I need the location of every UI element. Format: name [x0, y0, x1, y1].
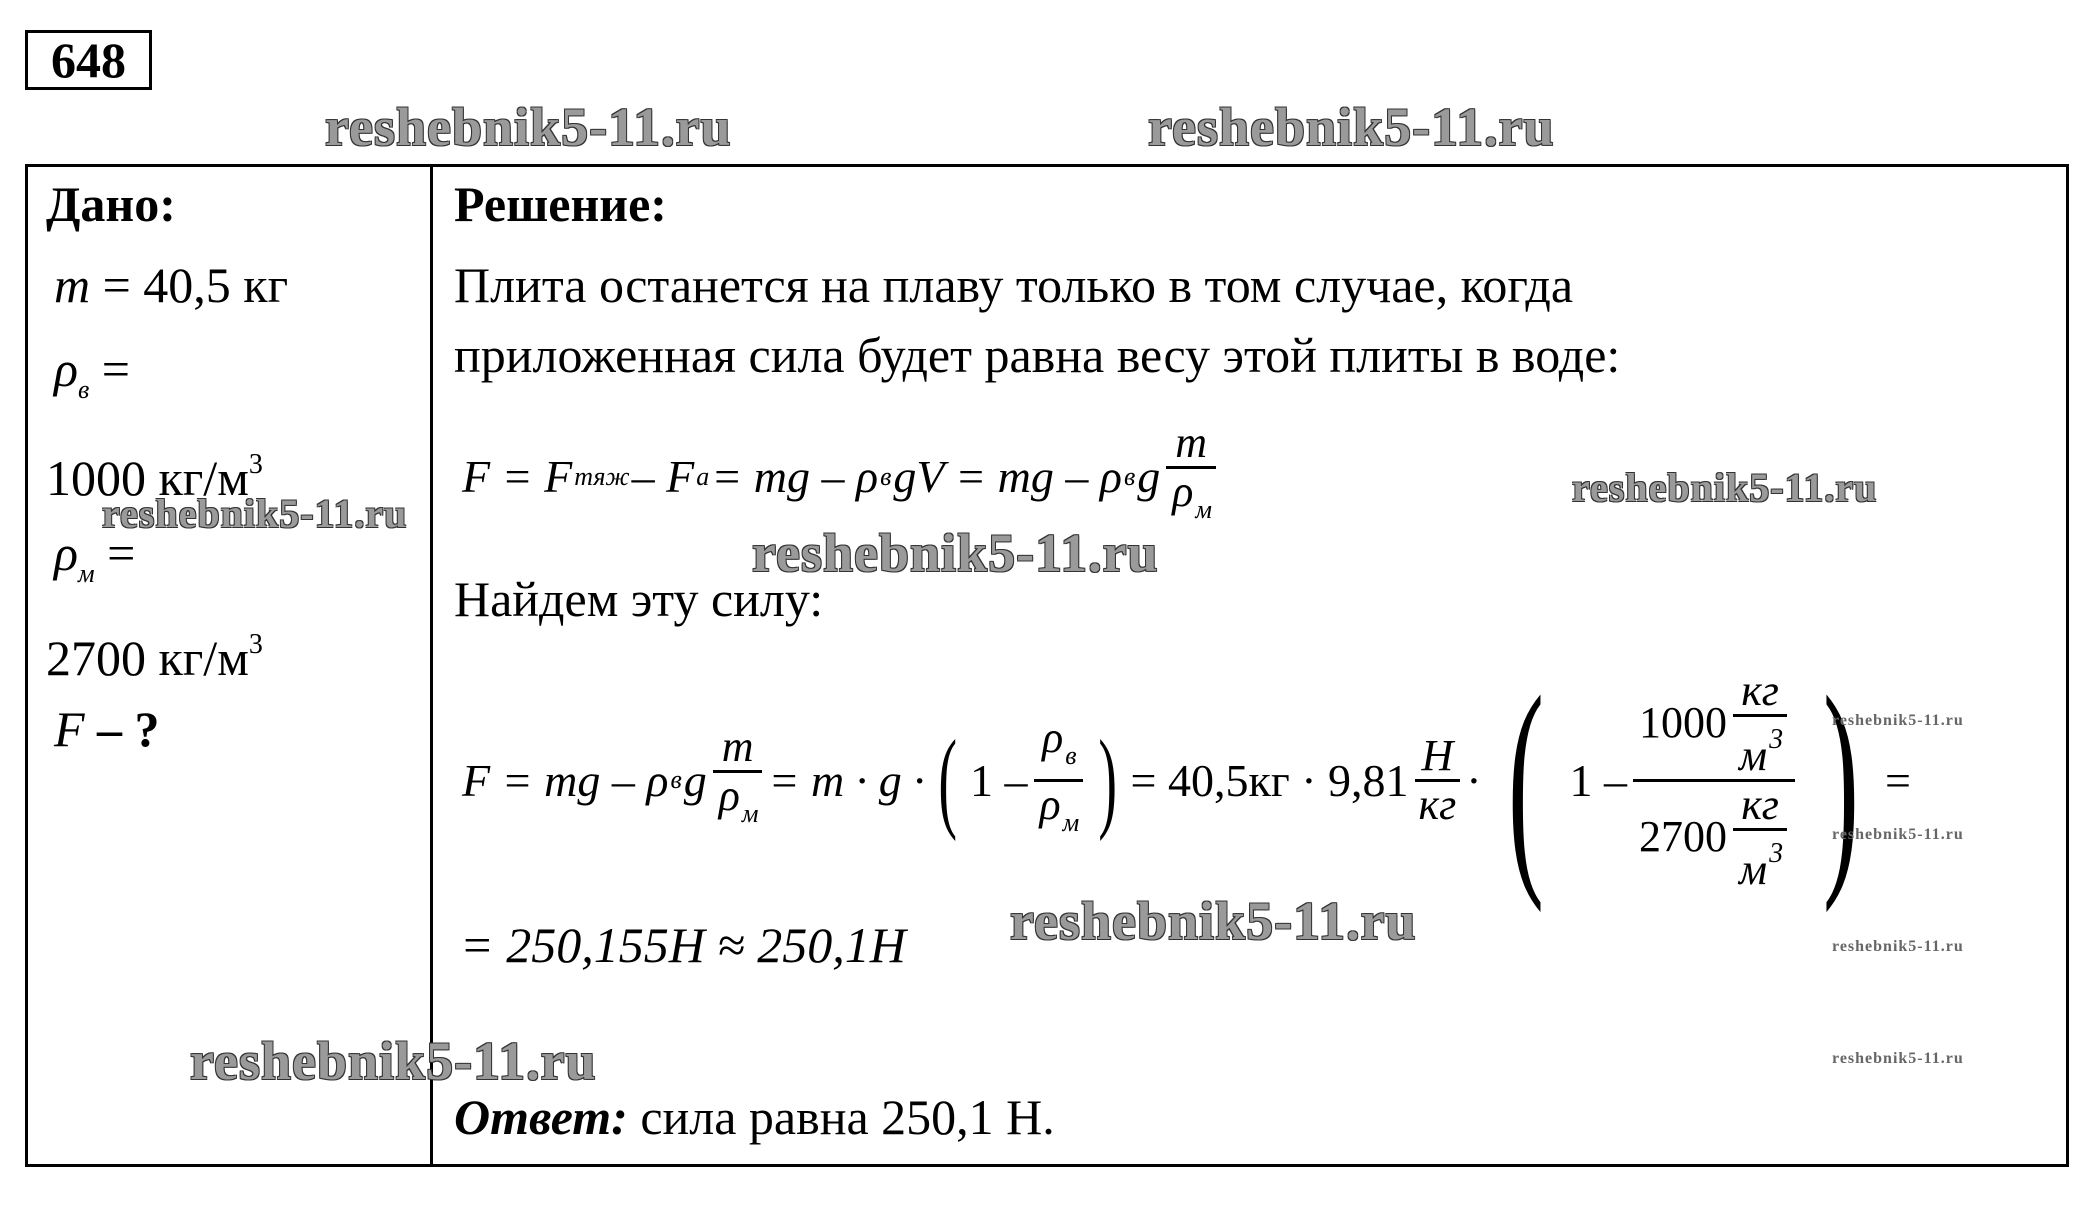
f2-big-fraction: 1000 $\frac{кг}{м^3}$ 2700 $\frac{кг}{м^3}$	[1631, 668, 1797, 893]
f2-unit-fraction: $\frac{Н}{кг}$	[1413, 733, 1463, 828]
solution-text-line2: приложенная сила будет равна весу этой плиты в воде:	[454, 327, 1621, 383]
f2-eq-mg: = m · g ·	[768, 754, 925, 806]
given-mass	[54, 256, 288, 314]
given-find	[54, 700, 160, 758]
formula-2	[460, 647, 1913, 913]
f2-tail: =	[1885, 754, 1911, 806]
big-left-paren: (	[1507, 647, 1544, 913]
formula-1	[460, 420, 1220, 533]
watermark: reshebnik5-11.ru	[1832, 938, 1964, 955]
rho-subscript: в	[78, 375, 90, 404]
answer	[454, 1088, 1055, 1146]
equals-sign: =	[107, 525, 136, 581]
given-marble-density-label	[54, 524, 135, 603]
watermark: reshebnik5-11.ru	[752, 523, 1159, 583]
f1-fraction-den: $\rho_м$	[1166, 466, 1216, 533]
f1-lhs: F = F	[462, 451, 573, 502]
f2-one-minus-2: 1 –	[1569, 754, 1628, 806]
f1-sub-v: в	[880, 461, 892, 491]
f1-fraction	[1164, 420, 1218, 533]
solution-heading: Решение:	[454, 176, 667, 232]
f2-g: g	[683, 754, 707, 806]
given-heading: Дано:	[46, 176, 176, 232]
f1-sub-v2: в	[1123, 461, 1136, 491]
left-paren: (	[938, 718, 957, 842]
f2-fraction-m-rho: $\frac{m}{\rho_м}$	[711, 724, 765, 837]
column-divider	[430, 164, 433, 1167]
f2-one-minus: 1 –	[970, 754, 1028, 806]
find-question: – ?	[97, 701, 160, 757]
f2-density-ratio: $\frac{\rho_в}{\rho_м}$	[1032, 715, 1086, 846]
f1-sub-tyazh: тяж	[574, 461, 630, 491]
force-symbol: F	[54, 701, 85, 757]
answer-text: сила равна 250,1 Н.	[640, 1089, 1055, 1145]
marble-density-value: 2700 кг/м	[46, 630, 249, 686]
water-density-value: 1000 кг/м	[46, 450, 249, 506]
cube-superscript: 3	[248, 449, 263, 480]
watermark: reshebnik5-11.ru	[102, 491, 408, 536]
f2-dot: ·	[1466, 754, 1482, 806]
f1-mid: = mg – ρ	[711, 451, 879, 502]
mass-symbol: m	[54, 257, 91, 313]
find-force-text: Найдем эту силу:	[454, 571, 824, 627]
watermark: reshebnik5-11.ru	[1572, 465, 1878, 510]
f2-eq-val: = 40,5кг · 9,81	[1130, 754, 1409, 806]
rho-symbol: ρ	[54, 525, 78, 581]
f2-sub-v: в	[670, 765, 682, 794]
watermark: reshebnik5-11.ru	[190, 1031, 597, 1091]
big-right-paren: )	[1823, 647, 1860, 913]
f1-g: g	[1137, 451, 1161, 502]
problem-number: 648	[25, 30, 152, 90]
given-marble-density-value	[46, 616, 263, 687]
watermark: reshebnik5-11.ru	[1832, 826, 1964, 843]
f1-minus: – F	[631, 451, 695, 502]
f1-fraction-num: m	[1175, 418, 1208, 467]
watermark: reshebnik5-11.ru	[1832, 712, 1964, 729]
watermark: reshebnik5-11.ru	[1148, 97, 1555, 157]
rho-subscript: м	[78, 559, 95, 588]
cube-superscript: 3	[248, 629, 263, 660]
answer-label: Ответ:	[454, 1089, 628, 1145]
mass-value: = 40,5 кг	[102, 257, 289, 313]
formula-3-result: = 250,155Н ≈ 250,1Н	[460, 917, 906, 973]
f2-lhs: F = mg – ρ	[462, 754, 669, 806]
f1-sub-a: а	[696, 461, 710, 491]
watermark: reshebnik5-11.ru	[1832, 1050, 1964, 1067]
watermark: reshebnik5-11.ru	[325, 97, 732, 157]
solution-text-line1: Плита останется на плаву только в том случае, когда	[454, 257, 1574, 313]
right-paren: )	[1098, 718, 1118, 842]
equals-sign: =	[101, 341, 130, 397]
watermark: reshebnik5-11.ru	[1010, 891, 1417, 951]
f1-gv: gV = mg – ρ	[893, 451, 1122, 502]
given-water-density-label	[54, 340, 130, 419]
rho-symbol: ρ	[54, 341, 78, 397]
